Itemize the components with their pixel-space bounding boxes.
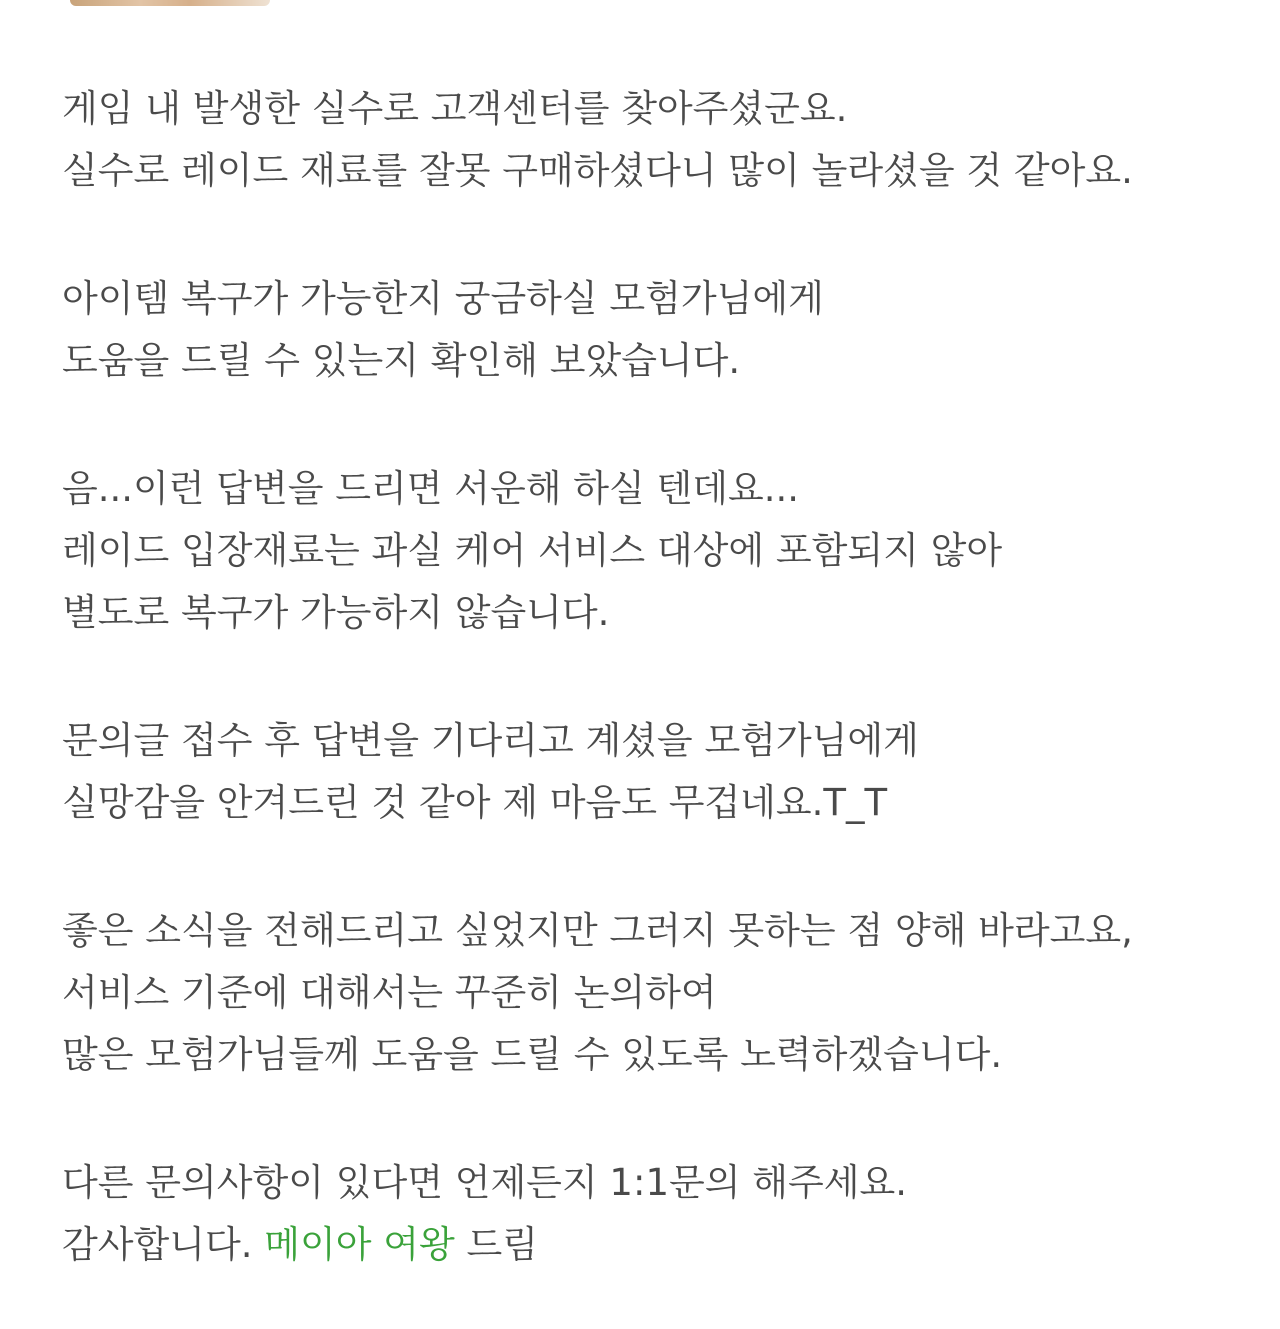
closing-suffix: 드림 (454, 1223, 538, 1266)
text-line: 서비스 기준에 대해서는 꾸준히 논의하여 (62, 971, 717, 1014)
text-line: 실수로 레이드 재료를 잘못 구매하셨다니 많이 놀라셨을 것 같아요. (62, 149, 1133, 192)
text-line: 음...이런 답변을 드리면 서운해 하실 텐데요... (62, 467, 799, 510)
text-line: 아이템 복구가 가능한지 궁금하실 모험가님에게 (62, 277, 824, 320)
text-line: 많은 모험가님들께 도움을 드릴 수 있도록 노력하겠습니다. (62, 1033, 1003, 1076)
text-line: 도움을 드릴 수 있는지 확인해 보았습니다. (62, 339, 741, 382)
signature-name: 메이아 여왕 (264, 1223, 455, 1266)
paragraph-policy (62, 900, 1242, 1086)
text-line: 다른 문의사항이 있다면 언제든지 1:1문의 해주세요. (62, 1161, 907, 1204)
text-line: 좋은 소식을 전해드리고 싶었지만 그러지 못하는 점 양해 바라고요, (62, 909, 1133, 952)
text-line: 실망감을 안겨드린 것 같아 제 마음도 무겁네요.T_T (62, 781, 888, 824)
text-line: 레이드 입장재료는 과실 케어 서비스 대상에 포함되지 않아 (62, 529, 1003, 572)
text-line: 문의글 접수 후 답변을 기다리고 계셨을 모험가님에게 (62, 719, 919, 762)
text-line: 게임 내 발생한 실수로 고객센터를 찾아주셨군요. (62, 87, 848, 130)
paragraph-closing (62, 1152, 1242, 1276)
paragraph-result (62, 458, 1242, 644)
paragraph-apology (62, 710, 1242, 834)
paragraph-check (62, 268, 1242, 392)
closing-line (62, 1214, 1242, 1276)
support-reply-message (62, 78, 1242, 1276)
closing-prefix: 감사합니다. (62, 1223, 265, 1266)
paragraph-greeting (62, 78, 1242, 202)
text-line: 별도로 복구가 가능하지 않습니다. (62, 591, 610, 634)
header-image-edge (70, 0, 270, 6)
